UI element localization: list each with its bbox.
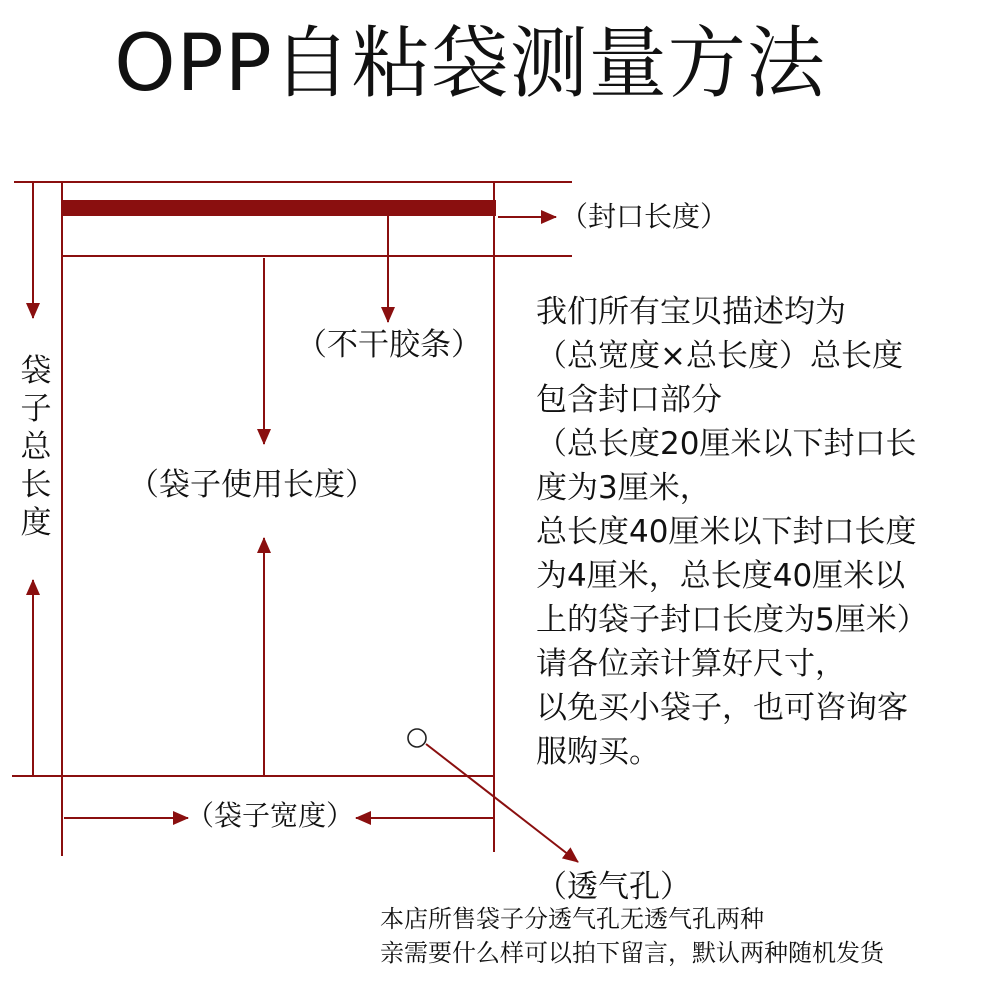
description-line: （总宽度×总长度）总长度 — [536, 338, 903, 374]
description-line: 为4厘米，总长度40厘米以 — [536, 558, 906, 594]
footer-line: 本店所售袋子分透气孔无透气孔两种 — [380, 905, 764, 933]
total-length-char: 袋 — [20, 353, 52, 389]
measurement-description — [536, 290, 976, 774]
total-length-char: 子 — [20, 391, 52, 427]
description-line: 度为3厘米， — [536, 470, 711, 506]
description-line: 包含封口部分 — [536, 382, 722, 418]
seal-length-label: （封口长度） — [560, 200, 729, 233]
description-line: 请各位亲计算好尺寸， — [536, 646, 846, 682]
description-line: 我们所有宝贝描述均为 — [536, 294, 846, 330]
seal-strip — [62, 200, 496, 216]
description-line: 服购买。 — [536, 734, 660, 770]
total-length-char: 度 — [20, 505, 52, 541]
description-line: 以免买小袋子，也可咨询客 — [536, 690, 908, 726]
vent-hole-icon — [408, 729, 426, 747]
vent-hole-label: （透气孔） — [536, 869, 691, 905]
description-line: 上的袋子封口长度为5厘米） — [536, 602, 928, 638]
usable-length-label: （袋子使用长度） — [128, 467, 376, 503]
description-line: （总长度20厘米以下封口长 — [536, 426, 917, 462]
total-length-label — [16, 352, 56, 542]
bag-width-label: （袋子宽度） — [186, 799, 355, 832]
page-title: OPP自粘袋测量方法 — [114, 19, 826, 109]
description-line: 总长度40厘米以下封口长度 — [536, 514, 917, 550]
glue-strip-label: （不干胶条） — [296, 327, 482, 363]
total-length-char: 长 — [20, 467, 52, 503]
total-length-char: 总 — [20, 429, 52, 465]
footer-note — [380, 902, 884, 970]
footer-line: 亲需要什么样可以拍下留言，默认两种随机发货 — [380, 939, 884, 967]
